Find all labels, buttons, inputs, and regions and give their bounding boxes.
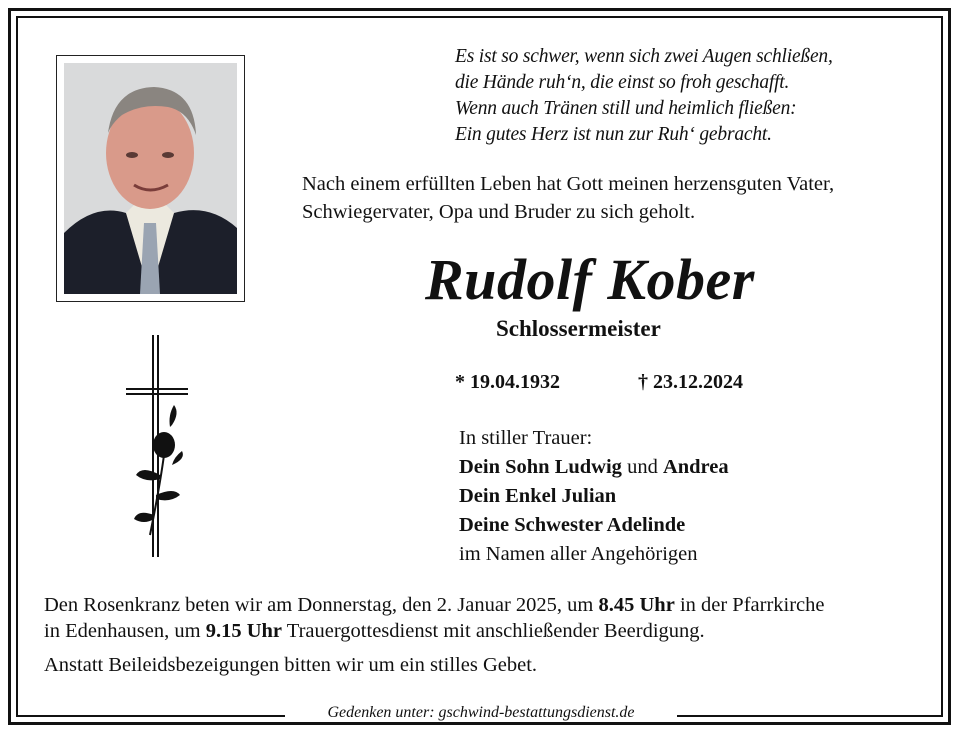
birth-date: * 19.04.1932 xyxy=(455,371,560,393)
condolence-request: Anstatt Beileidsbezeigungen bitten wir um ein stilles Gebet. xyxy=(44,654,538,676)
poem xyxy=(455,44,833,148)
death-date: † 23.12.2024 xyxy=(638,371,743,393)
service-line: in Edenhausen, um 9.15 Uhr Trauergottesdienst mit anschließender Beerdigung. xyxy=(44,620,705,642)
deceased-name: Rudolf Kober xyxy=(425,247,755,312)
footer-url: Gedenken unter: gschwind-bestattungsdienst.de xyxy=(285,704,677,722)
portrait-photo xyxy=(64,63,237,294)
intro-text xyxy=(302,170,834,226)
profession: Schlossermeister xyxy=(496,316,661,341)
service-info xyxy=(44,592,934,644)
poem-line: Wenn auch Tränen still und heimlich fließen: xyxy=(455,98,797,119)
portrait-frame xyxy=(56,55,245,302)
service-line: Den Rosenkranz beten wir am Donnerstag, den 2. Januar 2025, um 8.45 Uhr in der Pfarrkirche xyxy=(44,594,825,616)
poem-line: die Hände ruh‘n, die einst so froh geschafft. xyxy=(455,72,790,93)
mourner-line: im Namen aller Angehörigen xyxy=(459,543,698,565)
mourners-heading: In stiller Trauer: xyxy=(459,427,593,449)
mourners-list xyxy=(459,424,729,569)
intro-line: Nach einem erfüllten Leben hat Gott meinen herzensguten Vater, xyxy=(302,173,835,195)
mourner-line: Deine Schwester Adelinde xyxy=(459,514,686,536)
mourner-line: Dein Sohn Ludwig und Andrea xyxy=(459,456,729,478)
poem-line: Ein gutes Herz ist nun zur Ruh‘ gebracht. xyxy=(455,124,772,145)
intro-line: Schwiegervater, Opa und Bruder zu sich geholt. xyxy=(302,201,696,223)
mourner-line: Dein Enkel Julian xyxy=(459,485,617,507)
cross-with-rose-icon xyxy=(120,335,200,557)
poem-line: Es ist so schwer, wenn sich zwei Augen schließen, xyxy=(455,46,833,67)
